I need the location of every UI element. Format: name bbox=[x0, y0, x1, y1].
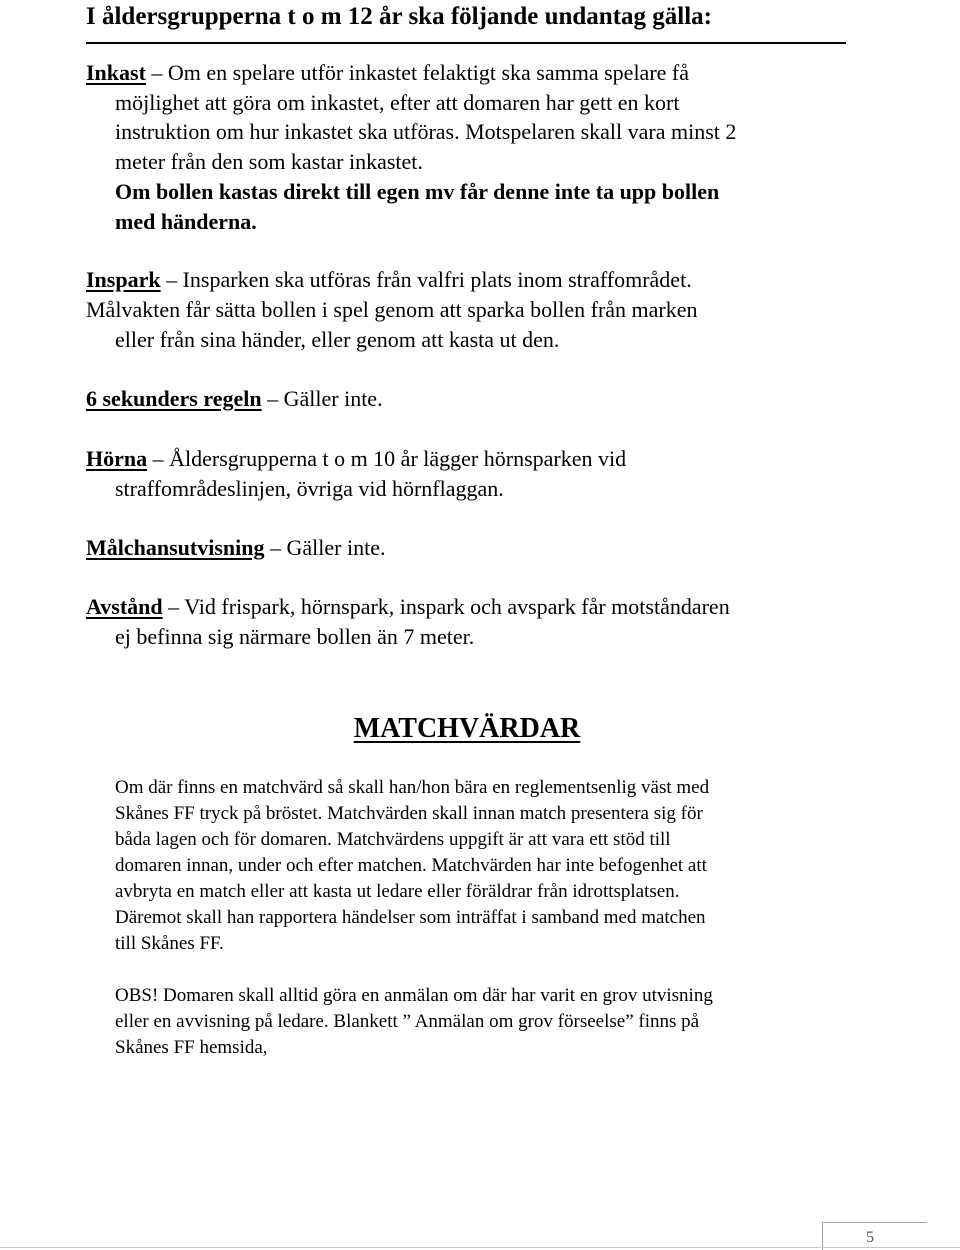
matchvardar-para1-line: till Skånes FF. bbox=[115, 933, 224, 954]
rule-text: Åldersgrupperna t o m 10 år lägger hörnsparken vid bbox=[169, 446, 627, 471]
rule-inkast-line1 bbox=[86, 58, 689, 88]
matchvardar-para1-line: Om där finns en matchvärd så skall han/hon bära en reglementsenlig väst med bbox=[115, 777, 710, 798]
section-heading: I åldersgrupperna t o m 12 år ska följande undantag gälla: bbox=[86, 3, 712, 30]
matchvardar-title: MATCHVÄRDAR bbox=[353, 713, 581, 744]
rule-inspark-line2: Målvakten får sätta bollen i spel genom att sparka bollen från marken bbox=[86, 297, 698, 322]
rule-malchans-line1 bbox=[86, 533, 385, 563]
footer-rule bbox=[0, 1247, 960, 1248]
rule-horna-line1 bbox=[86, 444, 626, 474]
rule-term-sekunders: 6 sekunders regeln bbox=[86, 386, 262, 411]
page-number-box bbox=[822, 1222, 927, 1250]
rule-avstand-line2: ej befinna sig närmare bollen än 7 meter. bbox=[115, 624, 475, 649]
rule-text: Gäller inte. bbox=[286, 535, 386, 560]
rule-text: Om en spelare utför inkastet felaktigt ska samma spelare få bbox=[167, 60, 690, 85]
rule-term-horna: Hörna bbox=[86, 446, 148, 471]
rule-inkast-line4: meter från den som kastar inkastet. bbox=[115, 149, 423, 174]
rule-sekunders-line1 bbox=[86, 384, 383, 414]
rule-horna-line2: straffområdeslinjen, övriga vid hörnflaggan. bbox=[115, 476, 504, 501]
matchvardar-para2-line: eller en avvisning på ledare. Blankett ” Anmälan om grov förseelse” finns på bbox=[115, 1011, 700, 1032]
rule-inkast-bold1: Om bollen kastas direkt till egen mv får denne inte ta upp bollen bbox=[115, 179, 720, 204]
dash: – bbox=[145, 60, 168, 85]
rule-text: Vid frispark, hörnspark, inspark och avspark får motståndaren bbox=[184, 594, 730, 619]
dash: – bbox=[264, 535, 287, 560]
rule-avstand-line1 bbox=[86, 592, 730, 622]
matchvardar-para1-line: domaren innan, under och efter matchen. Matchvärden har inte befogenhet att bbox=[115, 855, 707, 876]
matchvardar-para1-line: Skånes FF tryck på bröstet. Matchvärden skall innan match presentera sig för bbox=[115, 803, 703, 824]
matchvardar-para2-line: Skånes FF hemsida, bbox=[115, 1037, 268, 1058]
dash: – bbox=[147, 446, 170, 471]
rule-inspark-line3: eller från sina händer, eller genom att kasta ut den. bbox=[115, 327, 560, 352]
dash: – bbox=[162, 594, 185, 619]
matchvardar-para2-line: OBS! Domaren skall alltid göra en anmälan om där har varit en grov utvisning bbox=[115, 985, 713, 1006]
rule-term-inkast: Inkast bbox=[86, 60, 146, 85]
rule-term-inspark: Inspark bbox=[86, 267, 161, 292]
matchvardar-para1-line: avbryta en match eller att kasta ut ledare eller föräldrar från idrottsplatsen. bbox=[115, 881, 680, 902]
rule-term-malchans: Målchansutvisning bbox=[86, 535, 265, 560]
matchvardar-para1-line: Däremot skall han rapportera händelser som inträffat i samband med matchen bbox=[115, 907, 706, 928]
dash: – bbox=[160, 267, 183, 292]
rule-inspark-line1 bbox=[86, 265, 692, 295]
dash: – bbox=[261, 386, 284, 411]
rule-text: Gäller inte. bbox=[283, 386, 383, 411]
rule-inkast-bold2: med händerna. bbox=[115, 209, 257, 234]
page-number: 5 bbox=[866, 1229, 874, 1246]
rule-inkast-line2: möjlighet att göra om inkastet, efter att domaren har gett en kort bbox=[115, 90, 680, 115]
rule-term-avstand: Avstånd bbox=[86, 594, 163, 619]
rule-inkast-line3: instruktion om hur inkastet ska utföras. Motspelaren skall vara minst 2 bbox=[115, 119, 737, 144]
matchvardar-para1-line: båda lagen och för domaren. Matchvärdens uppgift är att vara ett stöd till bbox=[115, 829, 671, 850]
rule-text: Insparken ska utföras från valfri plats inom straffområdet. bbox=[182, 267, 692, 292]
